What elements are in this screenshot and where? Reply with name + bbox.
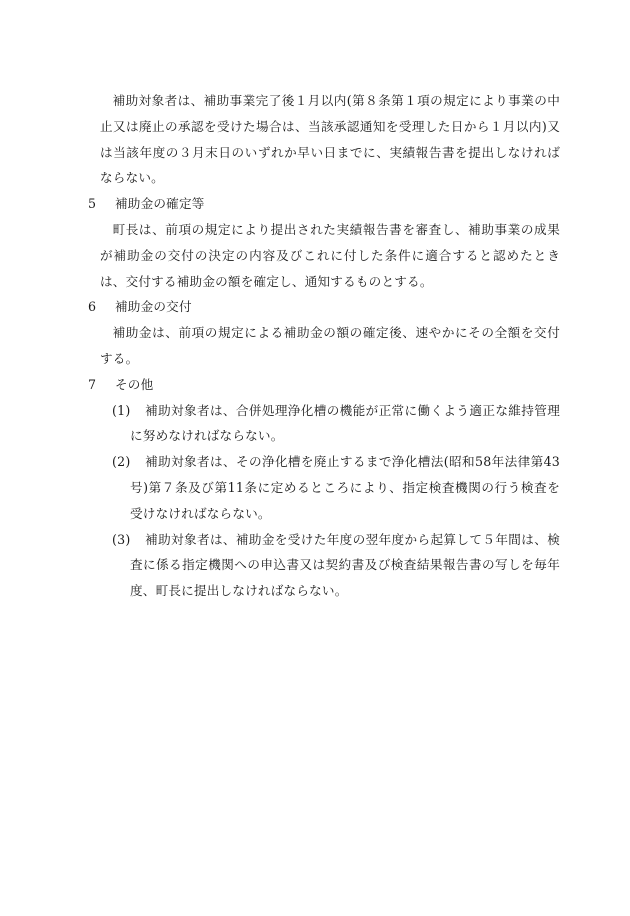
section-6-title: 補助金の交付 xyxy=(115,299,192,315)
section-7-item-2 xyxy=(100,449,560,526)
item-3-text: 補助対象者は、補助金を受けた年度の翌年度から起算して５年間は、検査に係る指定機関への申込書又は契約書及び検査結果報告書の写しを毎年度、町長に提出しなければならない。 xyxy=(130,531,560,599)
section-7-heading xyxy=(88,372,560,398)
section-5-title: 補助金の確定等 xyxy=(115,196,205,212)
section-7-item-1 xyxy=(100,398,560,450)
section-6-number: 6 xyxy=(88,299,97,315)
item-2-text: 補助対象者は、その浄化槽を廃止するまで浄化槽法(昭和58年法律第43号)第７条及び第11条に定めるところにより、指定検査機関の行う検査を受けなければならない。 xyxy=(130,454,560,521)
section-7-item-3 xyxy=(100,527,560,604)
item-3-number: (3) xyxy=(112,531,131,547)
section-5-heading xyxy=(88,191,560,217)
item-1-number: (1) xyxy=(112,402,131,418)
section-7-title: その他 xyxy=(115,376,154,392)
section-5-number: 5 xyxy=(88,196,97,212)
section-6-body: 補助金は、前項の規定による補助金の額の確定後、速やかにその全額を交付する。 xyxy=(100,325,560,366)
section-7-number: 7 xyxy=(88,376,97,392)
intro-paragraph: 補助対象者は、補助事業完了後１月以内(第８条第１項の規定により事業の中止又は廃止の承認を受けた場合は、当該承認通知を受理した日から１月以内)又は当該年度の３月末日のいずれか早い日までに、実績報告書を提出しなければならない。 xyxy=(100,93,560,186)
section-6-heading xyxy=(88,294,560,320)
item-1-text: 補助対象者は、合併処理浄化槽の機能が正常に働くよう適正な維持管理に努めなければならない。 xyxy=(130,402,560,444)
document-body xyxy=(88,88,560,604)
section-5-body: 町長は、前項の規定により提出された実績報告書を審査し、補助事業の成果が補助金の交付の決定の内容及びこれに付した条件に適合すると認めたときは、交付する補助金の額を確定し、通知するものとする。 xyxy=(100,221,560,289)
item-2-number: (2) xyxy=(112,454,131,470)
